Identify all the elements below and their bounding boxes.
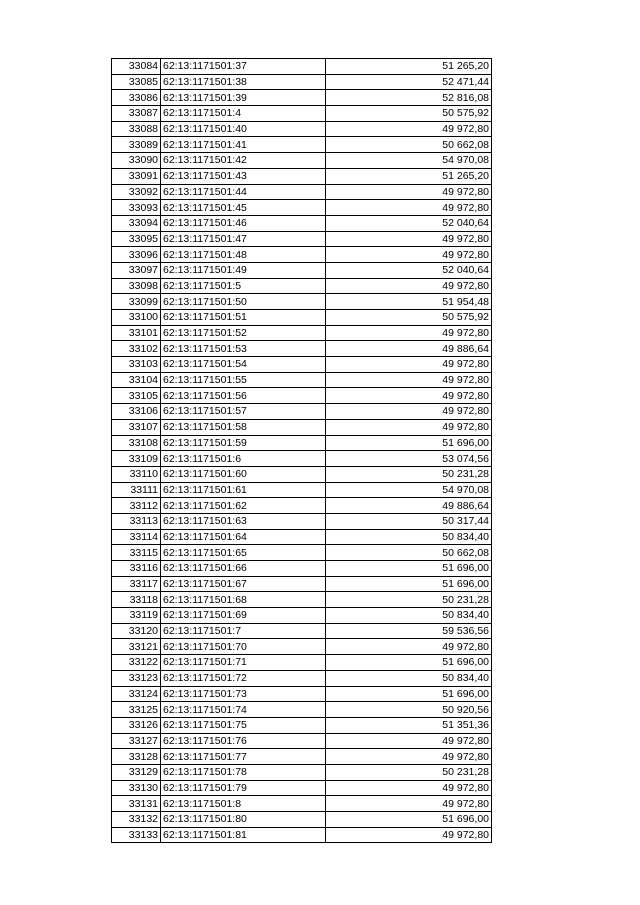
table-row (112, 153, 492, 169)
cadastral-number-cell: 62:13:1171501:75 (161, 717, 326, 733)
row-number-cell: 33111 (112, 482, 161, 498)
row-number-cell: 33088 (112, 121, 161, 137)
table-row (112, 59, 492, 75)
row-number-cell: 33120 (112, 623, 161, 639)
table-row (112, 655, 492, 671)
cadastral-number-cell: 62:13:1171501:4 (161, 106, 326, 122)
table-row (112, 137, 492, 153)
cadastral-value-cell: 50 317,44 (326, 513, 492, 529)
row-number-cell: 33107 (112, 419, 161, 435)
table-row (112, 466, 492, 482)
row-number-cell: 33112 (112, 498, 161, 514)
row-number-cell: 33086 (112, 90, 161, 106)
cadastral-number-cell: 62:13:1171501:76 (161, 733, 326, 749)
cadastral-number-cell: 62:13:1171501:51 (161, 310, 326, 326)
table-row (112, 623, 492, 639)
cadastral-value-cell: 50 662,08 (326, 545, 492, 561)
row-number-cell: 33110 (112, 466, 161, 482)
row-number-cell: 33131 (112, 796, 161, 812)
table-row (112, 168, 492, 184)
table-row (112, 608, 492, 624)
cadastral-number-cell: 62:13:1171501:42 (161, 153, 326, 169)
cadastral-number-cell: 62:13:1171501:53 (161, 341, 326, 357)
cadastral-value-cell: 49 972,80 (326, 184, 492, 200)
cadastral-number-cell: 62:13:1171501:64 (161, 529, 326, 545)
cadastral-value-cell: 50 231,28 (326, 466, 492, 482)
row-number-cell: 33113 (112, 513, 161, 529)
cadastral-value-cell: 51 696,00 (326, 576, 492, 592)
cadastral-number-cell: 62:13:1171501:50 (161, 294, 326, 310)
cadastral-number-cell: 62:13:1171501:80 (161, 812, 326, 828)
cadastral-number-cell: 62:13:1171501:7 (161, 623, 326, 639)
cadastral-number-cell: 62:13:1171501:8 (161, 796, 326, 812)
cadastral-value-cell: 52 816,08 (326, 90, 492, 106)
table-row (112, 764, 492, 780)
table-row (112, 184, 492, 200)
cadastral-value-cell: 49 972,80 (326, 419, 492, 435)
cadastral-value-cell: 49 972,80 (326, 231, 492, 247)
cadastral-value-cell: 49 972,80 (326, 247, 492, 263)
cadastral-value-cell: 52 471,44 (326, 74, 492, 90)
cadastral-value-cell: 50 231,28 (326, 592, 492, 608)
table-row (112, 513, 492, 529)
row-number-cell: 33124 (112, 686, 161, 702)
cadastral-number-cell: 62:13:1171501:48 (161, 247, 326, 263)
table-row (112, 74, 492, 90)
cadastral-number-cell: 62:13:1171501:60 (161, 466, 326, 482)
row-number-cell: 33095 (112, 231, 161, 247)
cadastral-value-cell: 50 231,28 (326, 764, 492, 780)
row-number-cell: 33097 (112, 262, 161, 278)
row-number-cell: 33114 (112, 529, 161, 545)
cadastral-value-cell: 50 834,40 (326, 670, 492, 686)
row-number-cell: 33103 (112, 357, 161, 373)
table-row (112, 576, 492, 592)
row-number-cell: 33085 (112, 74, 161, 90)
table-row (112, 686, 492, 702)
table-row (112, 404, 492, 420)
table-row (112, 231, 492, 247)
cadastral-value-cell: 51 351,36 (326, 717, 492, 733)
cadastral-number-cell: 62:13:1171501:37 (161, 59, 326, 75)
cadastral-value-cell: 49 972,80 (326, 357, 492, 373)
cadastral-value-cell: 49 972,80 (326, 388, 492, 404)
cadastral-value-cell: 51 696,00 (326, 561, 492, 577)
cadastral-number-cell: 62:13:1171501:49 (161, 262, 326, 278)
cadastral-number-cell: 62:13:1171501:71 (161, 655, 326, 671)
cadastral-value-cell: 51 696,00 (326, 655, 492, 671)
cadastral-number-cell: 62:13:1171501:77 (161, 749, 326, 765)
cadastral-number-cell: 62:13:1171501:44 (161, 184, 326, 200)
table-row (112, 670, 492, 686)
cadastral-number-cell: 62:13:1171501:78 (161, 764, 326, 780)
table-row (112, 561, 492, 577)
table-row (112, 262, 492, 278)
row-number-cell: 33122 (112, 655, 161, 671)
table-row (112, 796, 492, 812)
cadastral-value-cell: 49 972,80 (326, 749, 492, 765)
row-number-cell: 33090 (112, 153, 161, 169)
cadastral-number-cell: 62:13:1171501:47 (161, 231, 326, 247)
cadastral-number-cell: 62:13:1171501:52 (161, 325, 326, 341)
cadastral-value-cell: 50 834,40 (326, 529, 492, 545)
cadastral-number-cell: 62:13:1171501:56 (161, 388, 326, 404)
table-row (112, 733, 492, 749)
cadastral-number-cell: 62:13:1171501:58 (161, 419, 326, 435)
table-row (112, 121, 492, 137)
cadastral-value-cell: 49 886,64 (326, 498, 492, 514)
cadastral-value-cell: 51 265,20 (326, 59, 492, 75)
row-number-cell: 33093 (112, 200, 161, 216)
cadastral-number-cell: 62:13:1171501:74 (161, 702, 326, 718)
table-row (112, 780, 492, 796)
row-number-cell: 33108 (112, 435, 161, 451)
row-number-cell: 33128 (112, 749, 161, 765)
row-number-cell: 33132 (112, 812, 161, 828)
row-number-cell: 33092 (112, 184, 161, 200)
table-row (112, 451, 492, 467)
table-row (112, 325, 492, 341)
cadastral-value-cell: 50 920,56 (326, 702, 492, 718)
row-number-cell: 33106 (112, 404, 161, 420)
cadastral-number-cell: 62:13:1171501:61 (161, 482, 326, 498)
cadastral-value-cell: 50 662,08 (326, 137, 492, 153)
row-number-cell: 33105 (112, 388, 161, 404)
cadastral-number-cell: 62:13:1171501:40 (161, 121, 326, 137)
table-row (112, 357, 492, 373)
cadastral-value-cell: 50 575,92 (326, 310, 492, 326)
cadastral-number-cell: 62:13:1171501:57 (161, 404, 326, 420)
table-row (112, 215, 492, 231)
cadastral-value-cell: 50 575,92 (326, 106, 492, 122)
cadastral-number-cell: 62:13:1171501:66 (161, 561, 326, 577)
row-number-cell: 33130 (112, 780, 161, 796)
cadastral-value-cell: 49 972,80 (326, 404, 492, 420)
cadastral-number-cell: 62:13:1171501:6 (161, 451, 326, 467)
row-number-cell: 33129 (112, 764, 161, 780)
row-number-cell: 33125 (112, 702, 161, 718)
row-number-cell: 33099 (112, 294, 161, 310)
cadastral-value-cell: 50 834,40 (326, 608, 492, 624)
row-number-cell: 33102 (112, 341, 161, 357)
table-row (112, 200, 492, 216)
table-row (112, 498, 492, 514)
row-number-cell: 33094 (112, 215, 161, 231)
row-number-cell: 33089 (112, 137, 161, 153)
cadastral-number-cell: 62:13:1171501:43 (161, 168, 326, 184)
table-row (112, 294, 492, 310)
cadastral-value-cell: 49 886,64 (326, 341, 492, 357)
cadastral-value-cell: 51 696,00 (326, 435, 492, 451)
cadastral-number-cell: 62:13:1171501:65 (161, 545, 326, 561)
table-row (112, 372, 492, 388)
table-row (112, 827, 492, 843)
cadastral-number-cell: 62:13:1171501:63 (161, 513, 326, 529)
cadastral-number-cell: 62:13:1171501:73 (161, 686, 326, 702)
table-row (112, 592, 492, 608)
cadastral-value-table (111, 58, 492, 843)
table-row (112, 545, 492, 561)
cadastral-number-cell: 62:13:1171501:5 (161, 278, 326, 294)
cadastral-value-cell: 49 972,80 (326, 278, 492, 294)
table-row (112, 106, 492, 122)
cadastral-value-cell: 49 972,80 (326, 780, 492, 796)
row-number-cell: 33091 (112, 168, 161, 184)
cadastral-value-cell: 51 696,00 (326, 686, 492, 702)
table-row (112, 247, 492, 263)
table-row (112, 749, 492, 765)
row-number-cell: 33100 (112, 310, 161, 326)
cadastral-number-cell: 62:13:1171501:69 (161, 608, 326, 624)
cadastral-number-cell: 62:13:1171501:45 (161, 200, 326, 216)
table-row (112, 310, 492, 326)
cadastral-value-cell: 52 040,64 (326, 215, 492, 231)
row-number-cell: 33115 (112, 545, 161, 561)
row-number-cell: 33117 (112, 576, 161, 592)
table-row (112, 482, 492, 498)
cadastral-number-cell: 62:13:1171501:59 (161, 435, 326, 451)
row-number-cell: 33101 (112, 325, 161, 341)
row-number-cell: 33087 (112, 106, 161, 122)
cadastral-number-cell: 62:13:1171501:55 (161, 372, 326, 388)
row-number-cell: 33096 (112, 247, 161, 263)
row-number-cell: 33121 (112, 639, 161, 655)
cadastral-value-cell: 49 972,80 (326, 733, 492, 749)
table-row (112, 388, 492, 404)
cadastral-value-cell: 49 972,80 (326, 121, 492, 137)
row-number-cell: 33126 (112, 717, 161, 733)
cadastral-value-cell: 59 536,56 (326, 623, 492, 639)
table-row (112, 529, 492, 545)
cadastral-value-cell: 49 972,80 (326, 827, 492, 843)
row-number-cell: 33109 (112, 451, 161, 467)
row-number-cell: 33116 (112, 561, 161, 577)
table-row (112, 341, 492, 357)
row-number-cell: 33123 (112, 670, 161, 686)
cadastral-value-cell: 49 972,80 (326, 796, 492, 812)
cadastral-value-cell: 53 074,56 (326, 451, 492, 467)
cadastral-number-cell: 62:13:1171501:70 (161, 639, 326, 655)
cadastral-value-cell: 49 972,80 (326, 325, 492, 341)
cadastral-number-cell: 62:13:1171501:67 (161, 576, 326, 592)
table-body (112, 59, 492, 843)
row-number-cell: 33127 (112, 733, 161, 749)
cadastral-value-cell: 49 972,80 (326, 200, 492, 216)
table-row (112, 435, 492, 451)
cadastral-number-cell: 62:13:1171501:54 (161, 357, 326, 373)
cadastral-value-cell: 49 972,80 (326, 372, 492, 388)
cadastral-number-cell: 62:13:1171501:81 (161, 827, 326, 843)
table-row (112, 702, 492, 718)
row-number-cell: 33084 (112, 59, 161, 75)
row-number-cell: 33119 (112, 608, 161, 624)
cadastral-value-cell: 51 954,48 (326, 294, 492, 310)
row-number-cell: 33133 (112, 827, 161, 843)
table-row (112, 639, 492, 655)
cadastral-number-cell: 62:13:1171501:79 (161, 780, 326, 796)
row-number-cell: 33118 (112, 592, 161, 608)
cadastral-value-cell: 54 970,08 (326, 482, 492, 498)
table-row (112, 717, 492, 733)
cadastral-number-cell: 62:13:1171501:72 (161, 670, 326, 686)
row-number-cell: 33104 (112, 372, 161, 388)
cadastral-number-cell: 62:13:1171501:38 (161, 74, 326, 90)
table-row (112, 812, 492, 828)
cadastral-value-cell: 51 696,00 (326, 812, 492, 828)
cadastral-number-cell: 62:13:1171501:41 (161, 137, 326, 153)
table-row (112, 90, 492, 106)
cadastral-number-cell: 62:13:1171501:62 (161, 498, 326, 514)
cadastral-value-cell: 52 040,64 (326, 262, 492, 278)
table-row (112, 278, 492, 294)
cadastral-value-cell: 54 970,08 (326, 153, 492, 169)
cadastral-number-cell: 62:13:1171501:39 (161, 90, 326, 106)
cadastral-number-cell: 62:13:1171501:68 (161, 592, 326, 608)
cadastral-value-cell: 51 265,20 (326, 168, 492, 184)
cadastral-value-cell: 49 972,80 (326, 639, 492, 655)
table-row (112, 419, 492, 435)
cadastral-number-cell: 62:13:1171501:46 (161, 215, 326, 231)
row-number-cell: 33098 (112, 278, 161, 294)
